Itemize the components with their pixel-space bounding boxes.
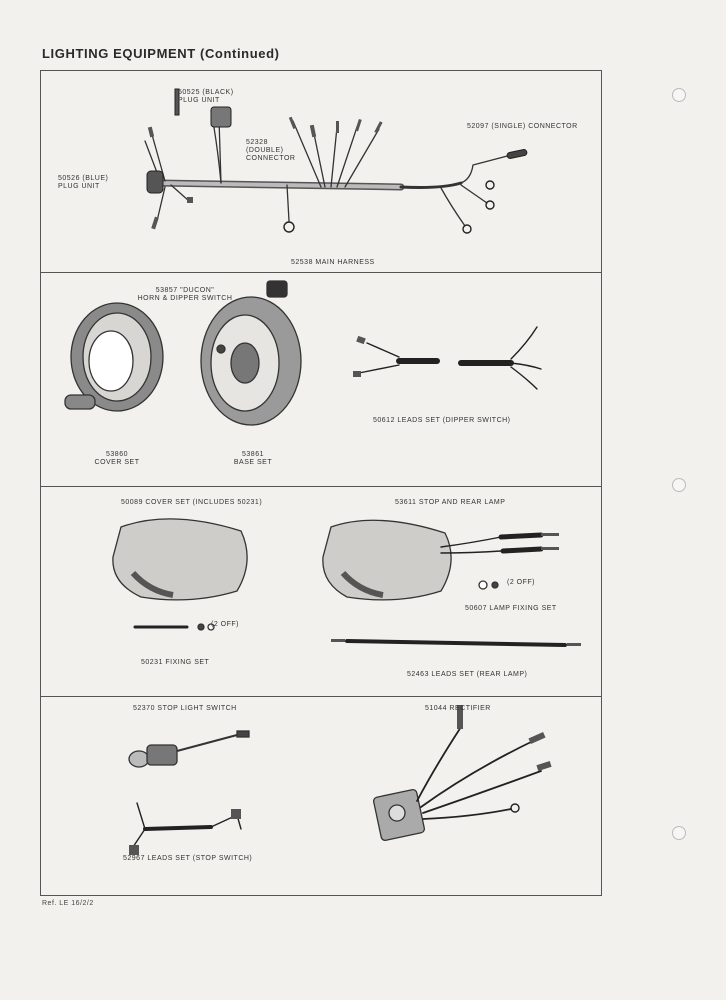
label-lamp-qty: (2 OFF) [507,579,535,586]
label-stop-rear-lamp: 53611 STOP AND REAR LAMP [395,499,506,506]
label-fixing-set: 50231 FIXING SET [141,659,210,666]
parts-diagram-frame [40,70,602,896]
label-plug-unit-black: 50525 (BLACK) PLUG UNIT [178,89,234,104]
label-lamp-fixing-set: 50607 LAMP FIXING SET [465,605,557,612]
stop-switch-rectifier-illustration [41,697,601,895]
label-switch-base-set: 53861 BASE SET [233,451,273,466]
label-plug-unit-blue: 50526 (BLUE) PLUG UNIT [58,175,109,190]
label-leads-dipper-switch: 50612 LEADS SET (DIPPER SWITCH) [373,417,511,424]
label-horn-dipper-switch: 53857 "DUCON" HORN & DIPPER SWITCH [137,287,233,302]
punch-hole [672,88,686,102]
label-rectifier: 51044 RECTIFIER [425,705,491,712]
label-lamp-cover-set: 50089 COVER SET (INCLUDES 50231) [121,499,263,506]
panel-main-harness [41,71,601,273]
stop-rear-lamp-illustration [41,487,601,697]
panel-stop-rear-lamp [41,487,601,697]
punch-hole [672,478,686,492]
label-stop-light-switch: 52370 STOP LIGHT SWITCH [133,705,237,712]
label-leads-stop-switch: 52967 LEADS SET (STOP SWITCH) [123,855,253,862]
punch-hole [672,826,686,840]
page-title: LIGHTING EQUIPMENT (Continued) [42,46,280,61]
label-switch-cover-set: 53860 COVER SET [94,451,140,466]
label-fixing-qty: (2 OFF) [211,621,239,628]
label-single-connector: 52097 (SINGLE) CONNECTOR [467,123,578,130]
page-reference: Ref. LE 16/2/2 [42,900,94,907]
main-harness-illustration [41,71,601,273]
label-leads-rear-lamp: 52463 LEADS SET (REAR LAMP) [407,671,528,678]
panel-stop-switch-rectifier [41,697,601,895]
label-double-connector: 52328 (DOUBLE) CONNECTOR [246,139,296,162]
panel-horn-dipper-switch [41,273,601,487]
label-main-harness: 52538 MAIN HARNESS [291,259,375,266]
